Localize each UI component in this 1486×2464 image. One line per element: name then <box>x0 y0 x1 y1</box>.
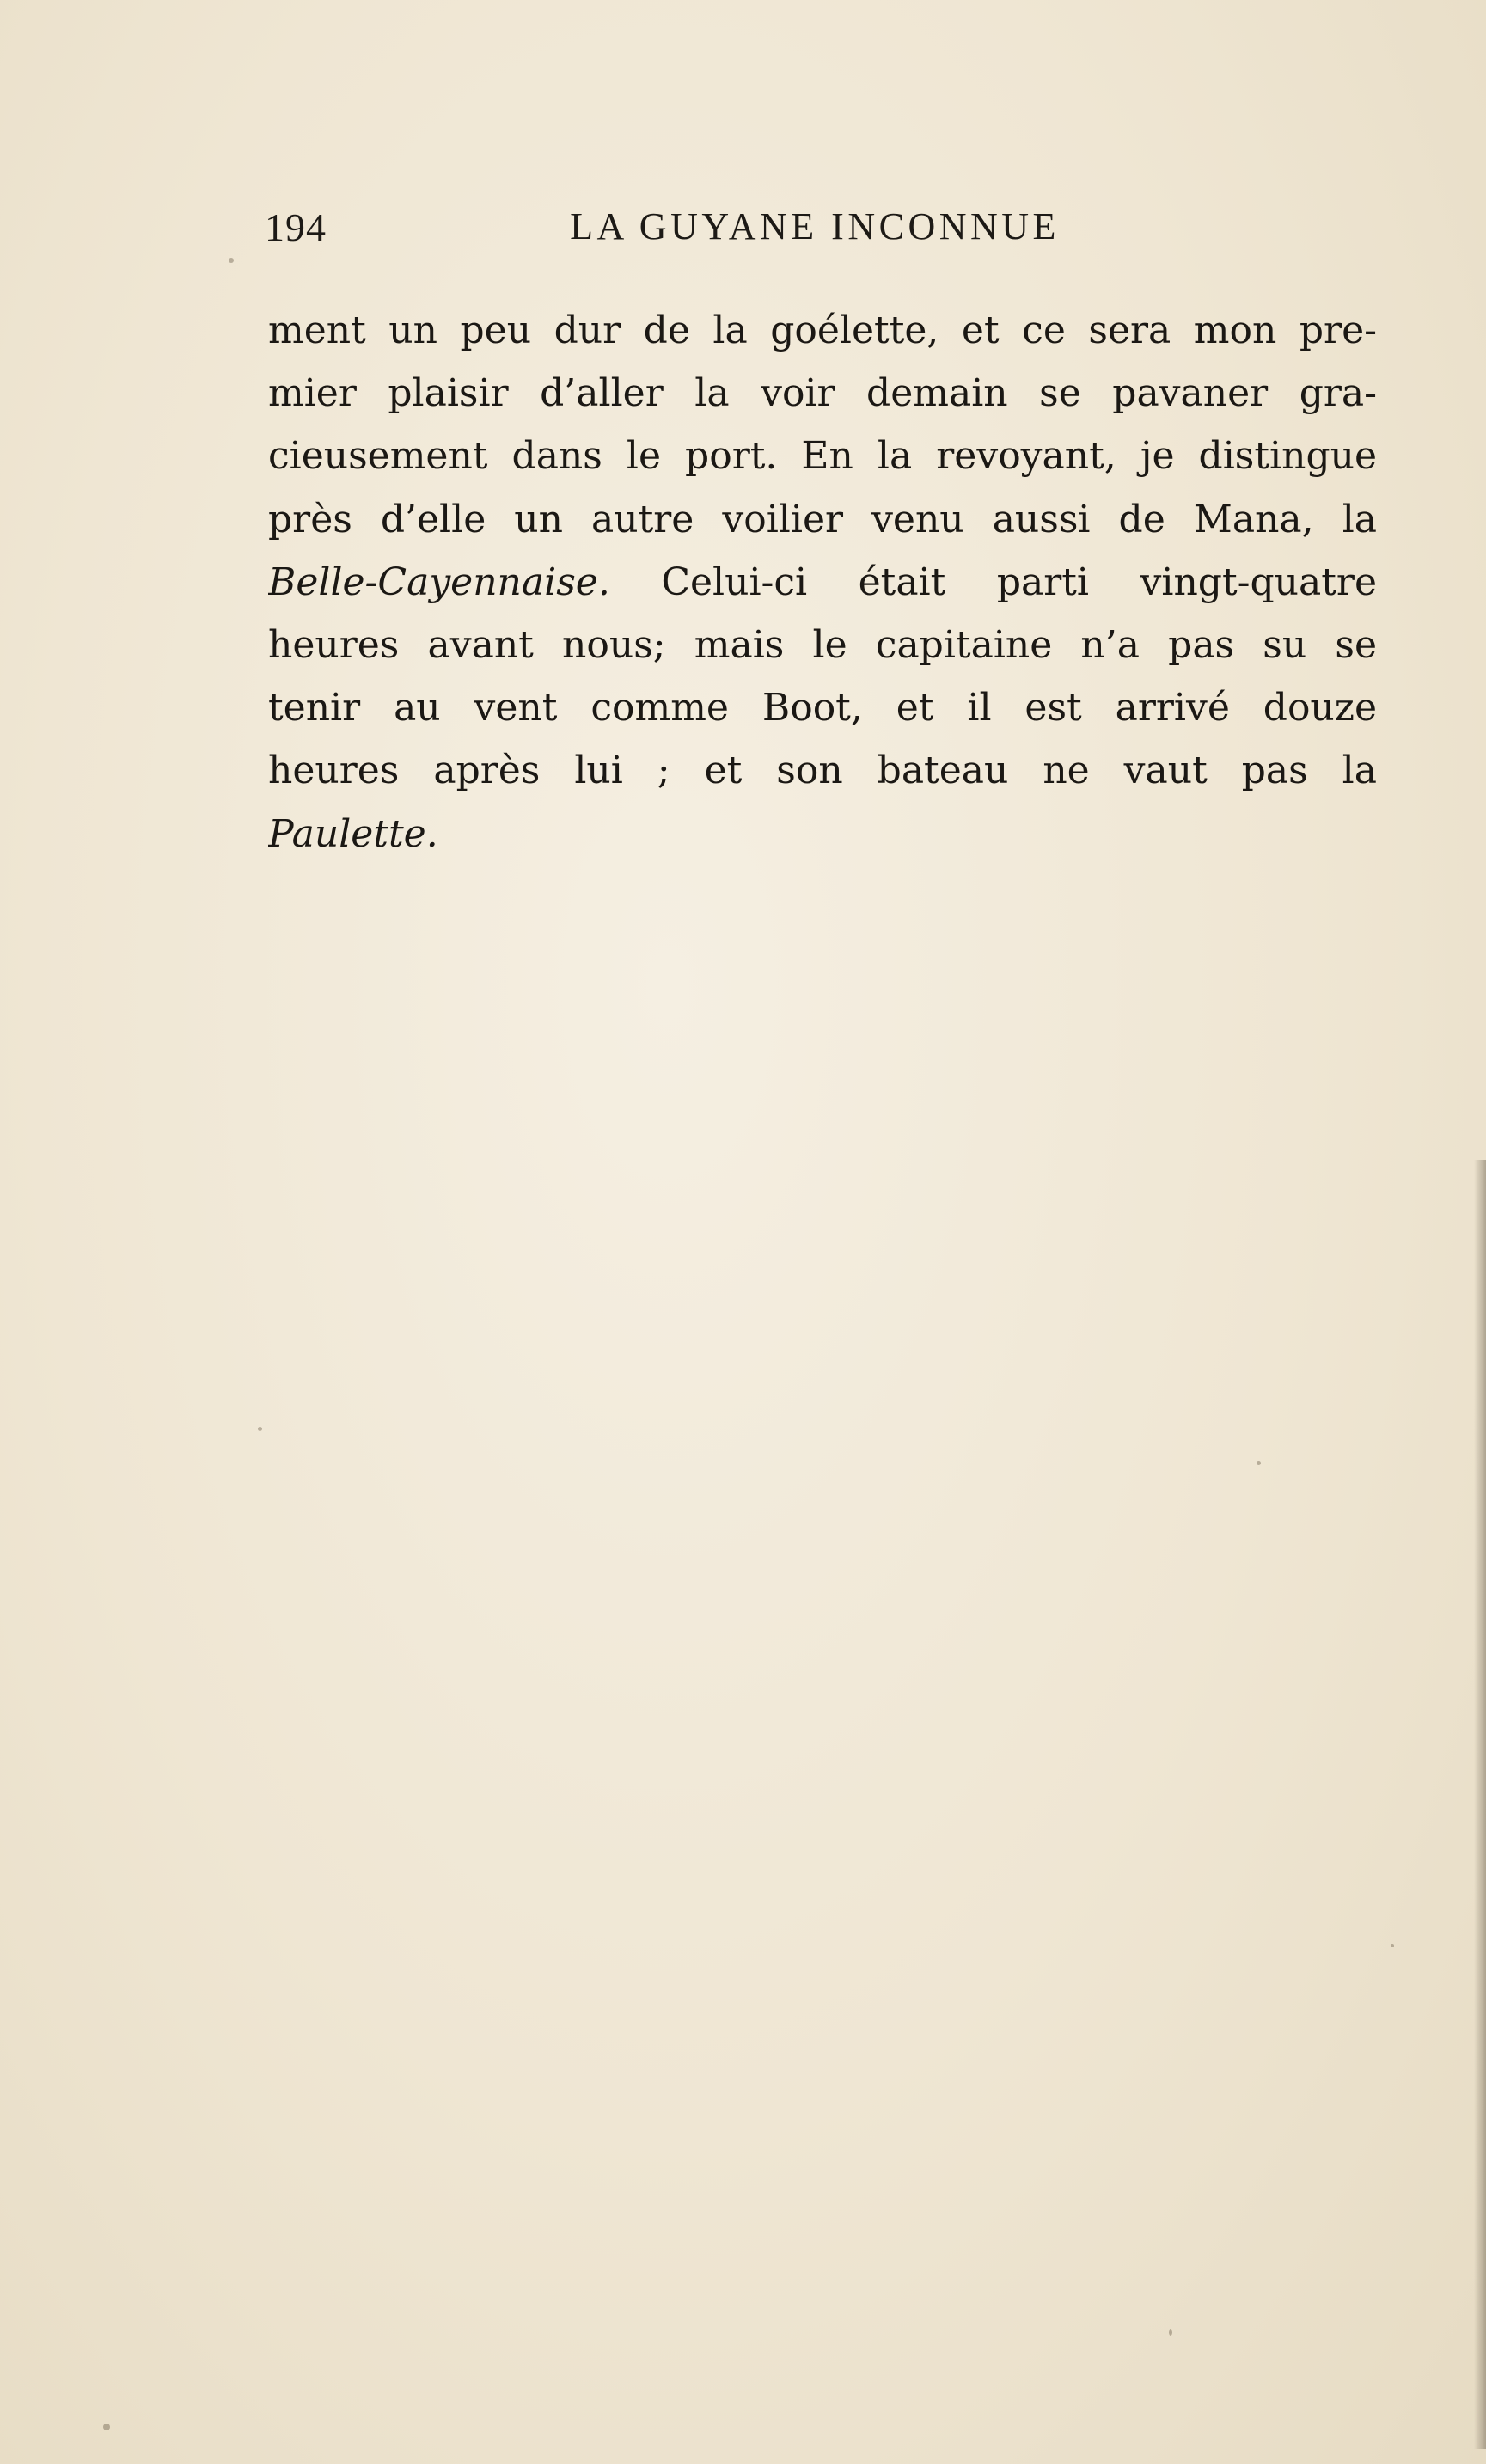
paper-speck <box>1391 1944 1394 1947</box>
page-edge-shadow <box>1474 1160 1486 2449</box>
paper-speck <box>1169 2329 1172 2336</box>
page-number: 194 <box>265 205 327 249</box>
paper-speck <box>258 1427 262 1431</box>
text-line: Belle-Cayennaise. Celui-ci était parti vingt-quatre <box>268 559 1377 604</box>
text-line: heures avant nous; mais le capitaine n’a pas su se <box>268 622 1377 667</box>
italic-ship-name: Paulette. <box>268 811 438 856</box>
paper-speck <box>103 2424 110 2430</box>
text-line: heures après lui ; et son bateau ne vaut pas la <box>268 749 1377 793</box>
text-line: mier plaisir d’aller la voir demain se pavaner gra- <box>268 371 1377 416</box>
page-header <box>265 205 1379 265</box>
reverse-page-bleed-through <box>268 778 1377 2299</box>
body-paragraph <box>268 299 1377 865</box>
text-line <box>268 803 1377 865</box>
paper-speck <box>229 258 234 263</box>
text-line: cieusement dans le port. En la revoyant, je distingue <box>268 434 1377 479</box>
running-title: LA GUYANE INCONNUE <box>570 205 1060 248</box>
paper-speck <box>1257 1461 1261 1465</box>
text-line: ment un peu dur de la goélette, et ce sera mon pre- <box>268 309 1377 352</box>
text-line: tenir au vent comme Boot, et il est arrivé douze <box>268 686 1377 731</box>
text-line: près d’elle un autre voilier venu aussi de Mana, la <box>268 497 1377 541</box>
italic-ship-name: Belle-Cayennaise. <box>268 559 610 604</box>
